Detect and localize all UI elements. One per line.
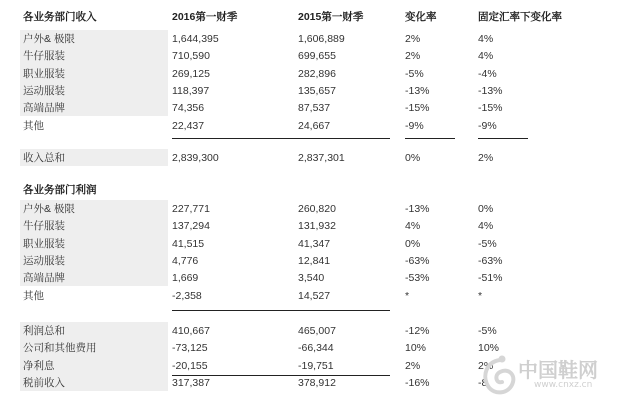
value-q1-2016: 74,356 xyxy=(172,102,205,115)
value-change: 0% xyxy=(405,237,421,250)
value-q1-2016: 118,397 xyxy=(172,84,210,97)
value-q1-2015: 41,347 xyxy=(298,237,331,250)
value-q1-2016: 410,667 xyxy=(172,325,210,337)
value-fx-change: -9% xyxy=(478,119,497,132)
value-q1-2016: 137,294 xyxy=(172,220,210,233)
row-label: 高端品牌 xyxy=(23,272,65,285)
section-title-profit: 各业务部门利润 xyxy=(23,184,97,196)
row-label: 职业服装 xyxy=(23,67,65,80)
row-label: 其他 xyxy=(23,119,44,132)
row-label: 税前收入 xyxy=(23,376,65,389)
value-fx-change: 4% xyxy=(478,50,494,63)
value-q1-2015: 465,007 xyxy=(298,325,336,337)
value-fx-change: * xyxy=(478,289,483,302)
total-underline xyxy=(405,138,455,139)
value-q1-2016: -2,358 xyxy=(172,289,202,302)
value-fx-change: -8 xyxy=(478,376,488,389)
value-q1-2016: 1,669 xyxy=(172,272,199,285)
value-q1-2015: 24,667 xyxy=(298,119,331,132)
value-q1-2015: 378,912 xyxy=(298,376,336,389)
value-change: -16% xyxy=(405,376,430,389)
value-q1-2016: 4,776 xyxy=(172,254,199,267)
value-change: * xyxy=(405,289,410,302)
row-label: 牛仔服装 xyxy=(23,220,65,233)
logo-swirl-icon xyxy=(478,354,518,398)
value-change: 2% xyxy=(405,359,421,372)
value-change: -53% xyxy=(405,272,430,285)
value-change: 2% xyxy=(405,50,421,63)
value-q1-2015: 1,606,889 xyxy=(298,33,345,45)
value-change: 2% xyxy=(405,33,421,45)
total-underline xyxy=(172,138,390,139)
value-q1-2015: 699,655 xyxy=(298,50,336,63)
value-change: 4% xyxy=(405,220,421,233)
value-fx-change: -4% xyxy=(478,67,497,80)
header-change-rate: 变化率 xyxy=(405,11,437,23)
row-label: 高端品牌 xyxy=(23,102,65,115)
total-underline xyxy=(478,138,528,139)
value-change: 0% xyxy=(405,152,421,164)
watermark-url: www.cnxz.cn xyxy=(534,380,593,390)
value-fx-change: -13% xyxy=(478,84,503,97)
value-fx-change: -5% xyxy=(478,325,497,337)
total-underline xyxy=(172,310,390,311)
value-q1-2016: 2,839,300 xyxy=(172,152,219,164)
row-label: 净利息 xyxy=(23,359,55,372)
value-change: -5% xyxy=(405,67,424,80)
value-fx-change: 4% xyxy=(478,33,494,45)
value-q1-2015: 2,837,301 xyxy=(298,152,345,164)
value-change: -15% xyxy=(405,102,430,115)
header-constant-fx-change: 固定汇率下变化率 xyxy=(478,11,562,23)
header-q1-2015: 2015第一财季 xyxy=(298,11,364,23)
value-change: 10% xyxy=(405,342,427,355)
header-q1-2016: 2016第一财季 xyxy=(172,11,238,23)
row-label: 牛仔服装 xyxy=(23,50,65,63)
value-q1-2016: 710,590 xyxy=(172,50,210,63)
value-q1-2015: 12,841 xyxy=(298,254,331,267)
value-fx-change: 4% xyxy=(478,220,494,233)
value-q1-2015: 14,527 xyxy=(298,289,331,302)
value-q1-2016: 22,437 xyxy=(172,119,205,132)
value-fx-change: 0% xyxy=(478,203,494,215)
watermark-logo xyxy=(478,352,628,400)
value-fx-change: 10% xyxy=(478,342,500,355)
value-fx-change: -15% xyxy=(478,102,503,115)
value-q1-2015: -66,344 xyxy=(298,342,334,355)
row-label: 利润总和 xyxy=(23,325,65,337)
row-label: 职业服装 xyxy=(23,237,65,250)
value-change: -13% xyxy=(405,203,430,215)
value-fx-change: -51% xyxy=(478,272,503,285)
row-label: 其他 xyxy=(23,289,44,302)
row-label: 运动服装 xyxy=(23,254,65,267)
value-q1-2015: 131,932 xyxy=(298,220,336,233)
value-q1-2015: 135,657 xyxy=(298,84,336,97)
value-change: -9% xyxy=(405,119,424,132)
value-q1-2015: -19,751 xyxy=(298,359,334,372)
value-fx-change: -5% xyxy=(478,237,497,250)
row-label: 户外& 极限 xyxy=(23,203,75,215)
value-q1-2016: 1,644,395 xyxy=(172,33,219,45)
value-q1-2015: 282,896 xyxy=(298,67,336,80)
value-change: -12% xyxy=(405,325,430,337)
value-change: -63% xyxy=(405,254,430,267)
value-change: -13% xyxy=(405,84,430,97)
section-title-revenue: 各业务部门收入 xyxy=(23,11,97,23)
row-label: 户外& 极限 xyxy=(23,33,75,45)
value-q1-2016: 41,515 xyxy=(172,237,205,250)
value-q1-2016: 227,771 xyxy=(172,203,210,215)
row-label: 公司和其他费用 xyxy=(23,342,97,355)
watermark-title: 中国鞋网 xyxy=(518,358,598,382)
value-fx-change: -63% xyxy=(478,254,503,267)
value-fx-change: 2% xyxy=(478,359,494,372)
value-q1-2015: 87,537 xyxy=(298,102,331,115)
row-label: 收入总和 xyxy=(23,152,65,164)
value-q1-2016: 317,387 xyxy=(172,376,210,389)
total-underline xyxy=(172,375,390,376)
value-q1-2016: -20,155 xyxy=(172,359,208,372)
value-fx-change: 2% xyxy=(478,152,494,164)
row-label: 运动服装 xyxy=(23,84,65,97)
value-q1-2016: 269,125 xyxy=(172,67,210,80)
value-q1-2016: -73,125 xyxy=(172,342,208,355)
value-q1-2015: 260,820 xyxy=(298,203,336,215)
value-q1-2015: 3,540 xyxy=(298,272,325,285)
